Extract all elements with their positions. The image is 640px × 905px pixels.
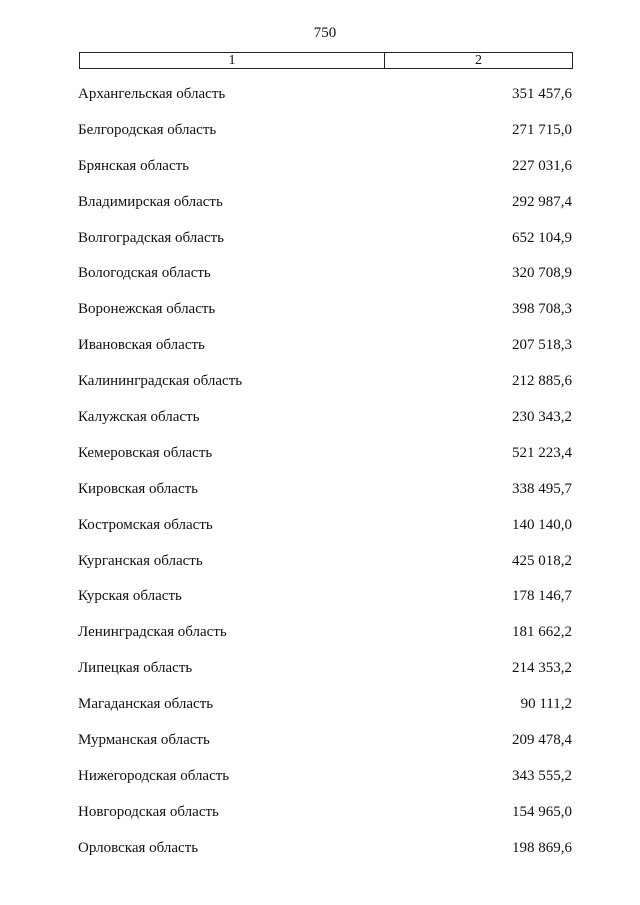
page-number: 750 xyxy=(313,25,337,41)
region-name: Нижегородская область xyxy=(78,767,230,784)
region-value: 343 555,2 xyxy=(512,767,572,784)
region-name: Курганская область xyxy=(78,552,203,569)
table-row xyxy=(78,407,572,443)
region-table-body xyxy=(78,84,572,874)
region-value: 198 869,6 xyxy=(512,839,572,856)
table-row xyxy=(78,622,572,658)
table-row xyxy=(78,263,572,299)
table-row xyxy=(78,120,572,156)
region-value: 214 353,2 xyxy=(512,660,572,677)
table-row xyxy=(78,192,572,228)
region-value: 652 104,9 xyxy=(512,229,572,246)
region-value: 398 708,3 xyxy=(512,301,572,318)
table-header xyxy=(79,52,573,69)
region-value: 271 715,0 xyxy=(512,121,572,138)
column-header-2: 2 xyxy=(475,53,482,68)
table-row xyxy=(78,371,572,407)
region-value: 212 885,6 xyxy=(512,373,572,390)
region-name: Калужская область xyxy=(78,409,200,426)
region-value: 207 518,3 xyxy=(512,337,572,354)
region-name: Мурманская область xyxy=(78,732,210,749)
table-row xyxy=(78,156,572,192)
table-row xyxy=(78,228,572,264)
table-row xyxy=(78,730,572,766)
region-value: 425 018,2 xyxy=(512,552,572,569)
region-name: Белгородская область xyxy=(78,121,217,138)
table-row xyxy=(78,299,572,335)
region-name: Новгородская область xyxy=(78,803,219,820)
table-row xyxy=(78,335,572,371)
region-value: 320 708,9 xyxy=(512,265,572,282)
table-row xyxy=(78,694,572,730)
region-name: Вологодская область xyxy=(78,265,211,282)
region-value: 351 457,6 xyxy=(512,86,572,102)
region-value: 209 478,4 xyxy=(512,732,572,749)
region-value: 178 146,7 xyxy=(512,588,572,605)
region-name: Брянская область xyxy=(78,157,190,174)
region-name: Ивановская область xyxy=(78,337,205,354)
region-name: Воронежская область xyxy=(78,301,216,318)
region-name: Ленинградская область xyxy=(78,624,227,641)
region-name: Кемеровская область xyxy=(78,444,213,461)
region-value: 90 111,2 xyxy=(520,696,572,713)
region-name: Калининградская область xyxy=(78,373,243,390)
table-row xyxy=(78,479,572,515)
region-name: Курская область xyxy=(78,588,182,605)
table-row xyxy=(78,84,572,120)
region-name: Магаданская область xyxy=(78,696,214,713)
region-value: 227 031,6 xyxy=(512,157,572,174)
region-value: 521 223,4 xyxy=(512,444,572,461)
table-row xyxy=(78,443,572,479)
region-value: 230 343,2 xyxy=(512,409,572,426)
column-header-1: 1 xyxy=(80,53,385,68)
table-row xyxy=(78,658,572,694)
region-name: Орловская область xyxy=(78,839,199,856)
region-name: Костромская область xyxy=(78,516,213,533)
table-row xyxy=(78,838,572,874)
table-row xyxy=(78,802,572,838)
region-value: 338 495,7 xyxy=(512,480,572,497)
table-row xyxy=(78,586,572,622)
region-name: Волгоградская область xyxy=(78,229,224,246)
table-row xyxy=(78,551,572,587)
table-row xyxy=(78,515,572,551)
table-row xyxy=(78,766,572,802)
region-value: 140 140,0 xyxy=(512,516,572,533)
region-name: Кировская область xyxy=(78,480,199,497)
region-name: Липецкая область xyxy=(78,660,193,677)
region-name: Владимирская область xyxy=(78,193,223,210)
region-name: Архангельская область xyxy=(78,86,226,102)
region-value: 154 965,0 xyxy=(512,803,572,820)
region-value: 292 987,4 xyxy=(512,193,572,210)
region-value: 181 662,2 xyxy=(512,624,572,641)
